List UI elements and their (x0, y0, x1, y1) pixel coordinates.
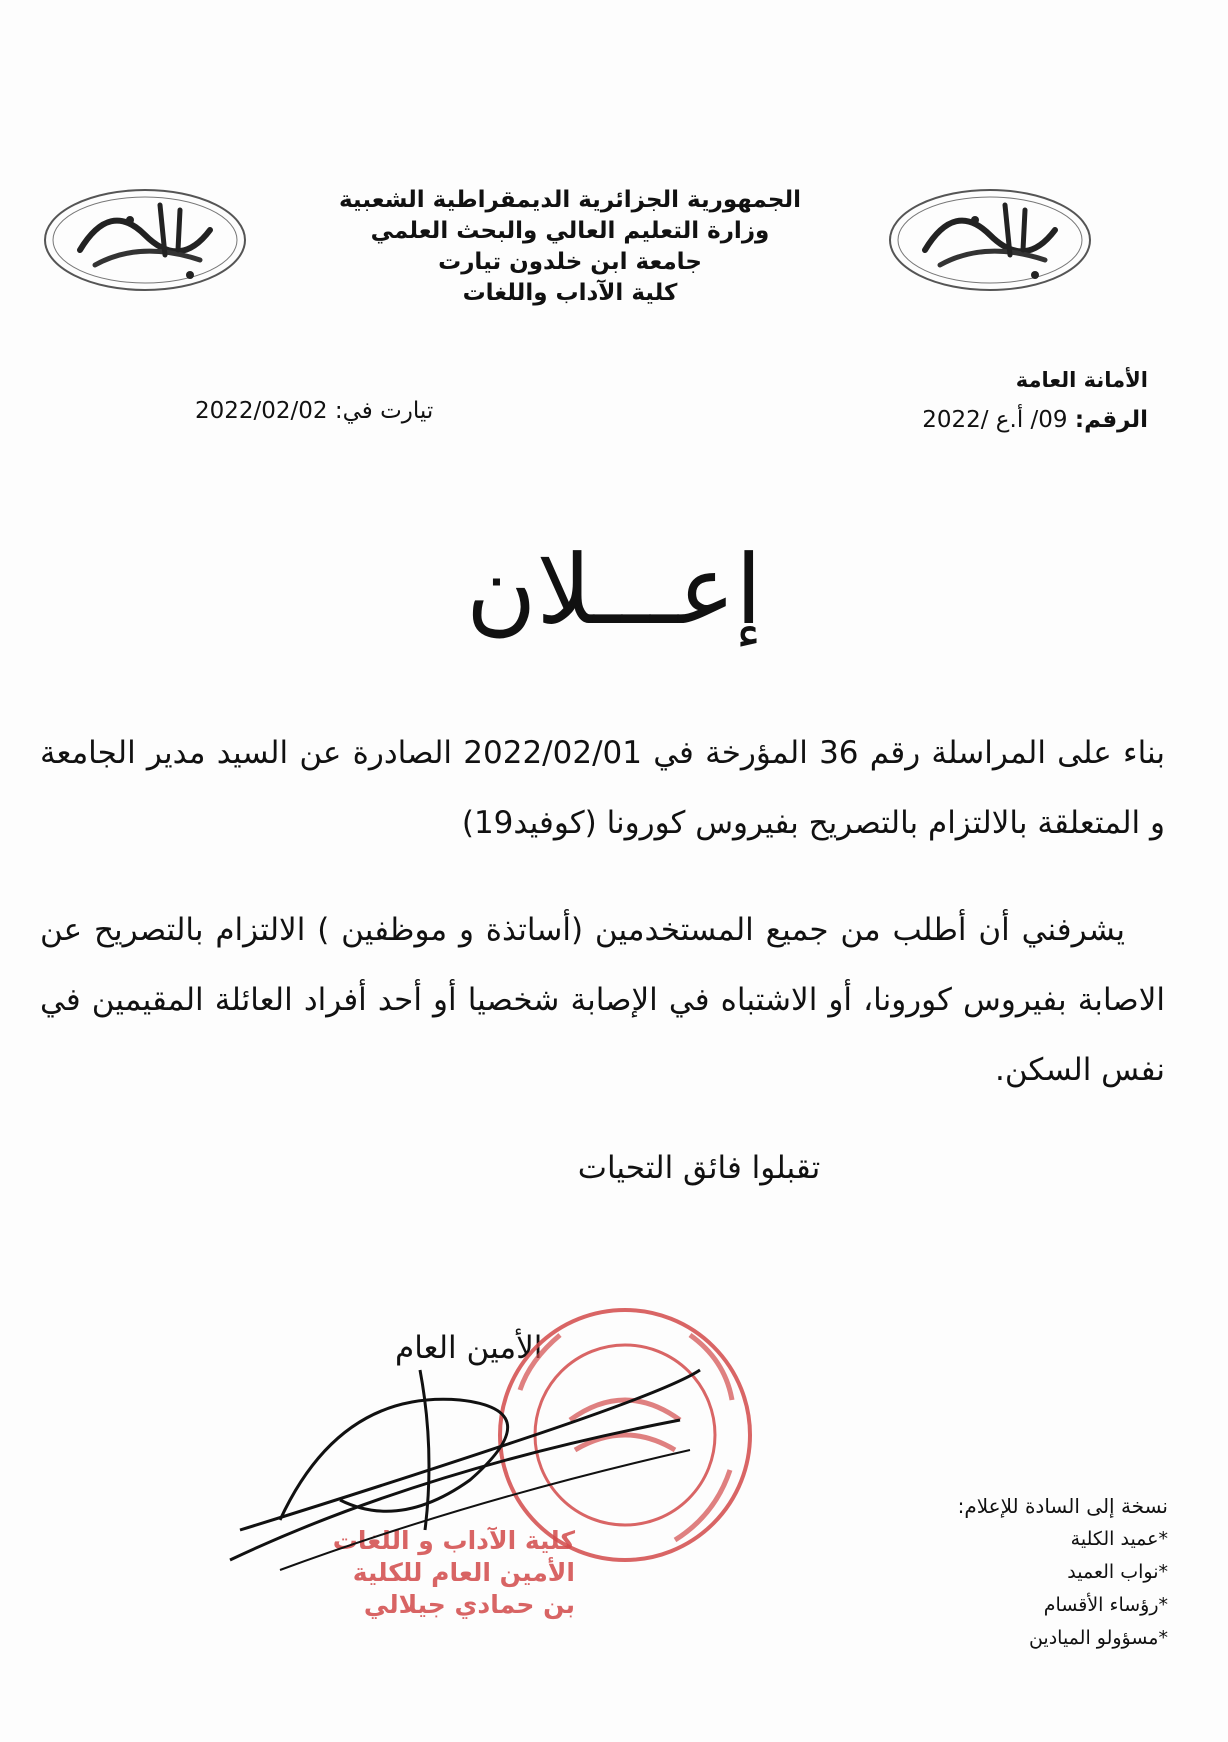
letterhead (330, 185, 810, 309)
reference-block (922, 360, 1148, 440)
closing-salutation: تقبلوا فائق التحيات (577, 1150, 821, 1186)
header-line-ministry: وزارة التعليم العالي والبحث العلمي (370, 218, 770, 244)
copy-to-item: *نواب العميد (1067, 1561, 1168, 1583)
copy-to-item: *رؤساء الأقسام (1043, 1594, 1168, 1616)
header-line-faculty: كلية الآداب واللغات (462, 280, 678, 306)
announcement-title: إعـــلان (465, 534, 763, 646)
header-line-university: جامعة ابن خلدون تيارت (438, 249, 702, 275)
copy-to-list (958, 1490, 1168, 1655)
copy-to-item: *مسؤولو الميادين (1028, 1627, 1168, 1649)
reference-label: الرقم: (1074, 407, 1148, 433)
handwritten-signature (220, 1330, 740, 1590)
place-date-value: 2022/02/02 (195, 398, 328, 424)
place-date (195, 398, 433, 424)
body-paragraph-2: يشرفني أن أطلب من جميع المستخدمين (أساتذة و موظفين ) الالتزام بالتصريح عن الاصابة بفيروس كورونا، أو الاشتباه في الإصابة شخصيا أو أحد أفراد العائلة المقيمين في نفس السكن. (40, 912, 1165, 1088)
reference-value: 09/ أ.ع /2022 (922, 407, 1068, 433)
department-label: الأمانة العامة (1015, 368, 1148, 392)
body-paragraph-1: بناء على المراسلة رقم 36 المؤرخة في 2022/02/01 الصادرة عن السيد مدير الجامعة و المتعلقة بالالتزام بالتصريح بفيروس كورونا (كوفيد19) (40, 735, 1165, 841)
signer-title: الأمين العام (395, 1330, 543, 1366)
university-logo-left (40, 180, 250, 300)
header-line-republic: الجمهورية الجزائرية الديمقراطية الشعبية (338, 187, 802, 213)
place-date-label: تيارت في: (334, 398, 434, 424)
copy-to-title: نسخة إلى السادة للإعلام: (957, 1494, 1168, 1518)
reference-number (922, 400, 1148, 440)
stamp-line-title: الأمين العام للكلية (352, 1558, 575, 1587)
copy-to-item: *عميد الكلية (1070, 1528, 1168, 1550)
stamp-line-faculty: كلية الآداب و اللغات (332, 1526, 575, 1555)
stamp-line-name: بن حمادي جيلالي (363, 1590, 575, 1619)
university-logo-right (885, 180, 1095, 300)
